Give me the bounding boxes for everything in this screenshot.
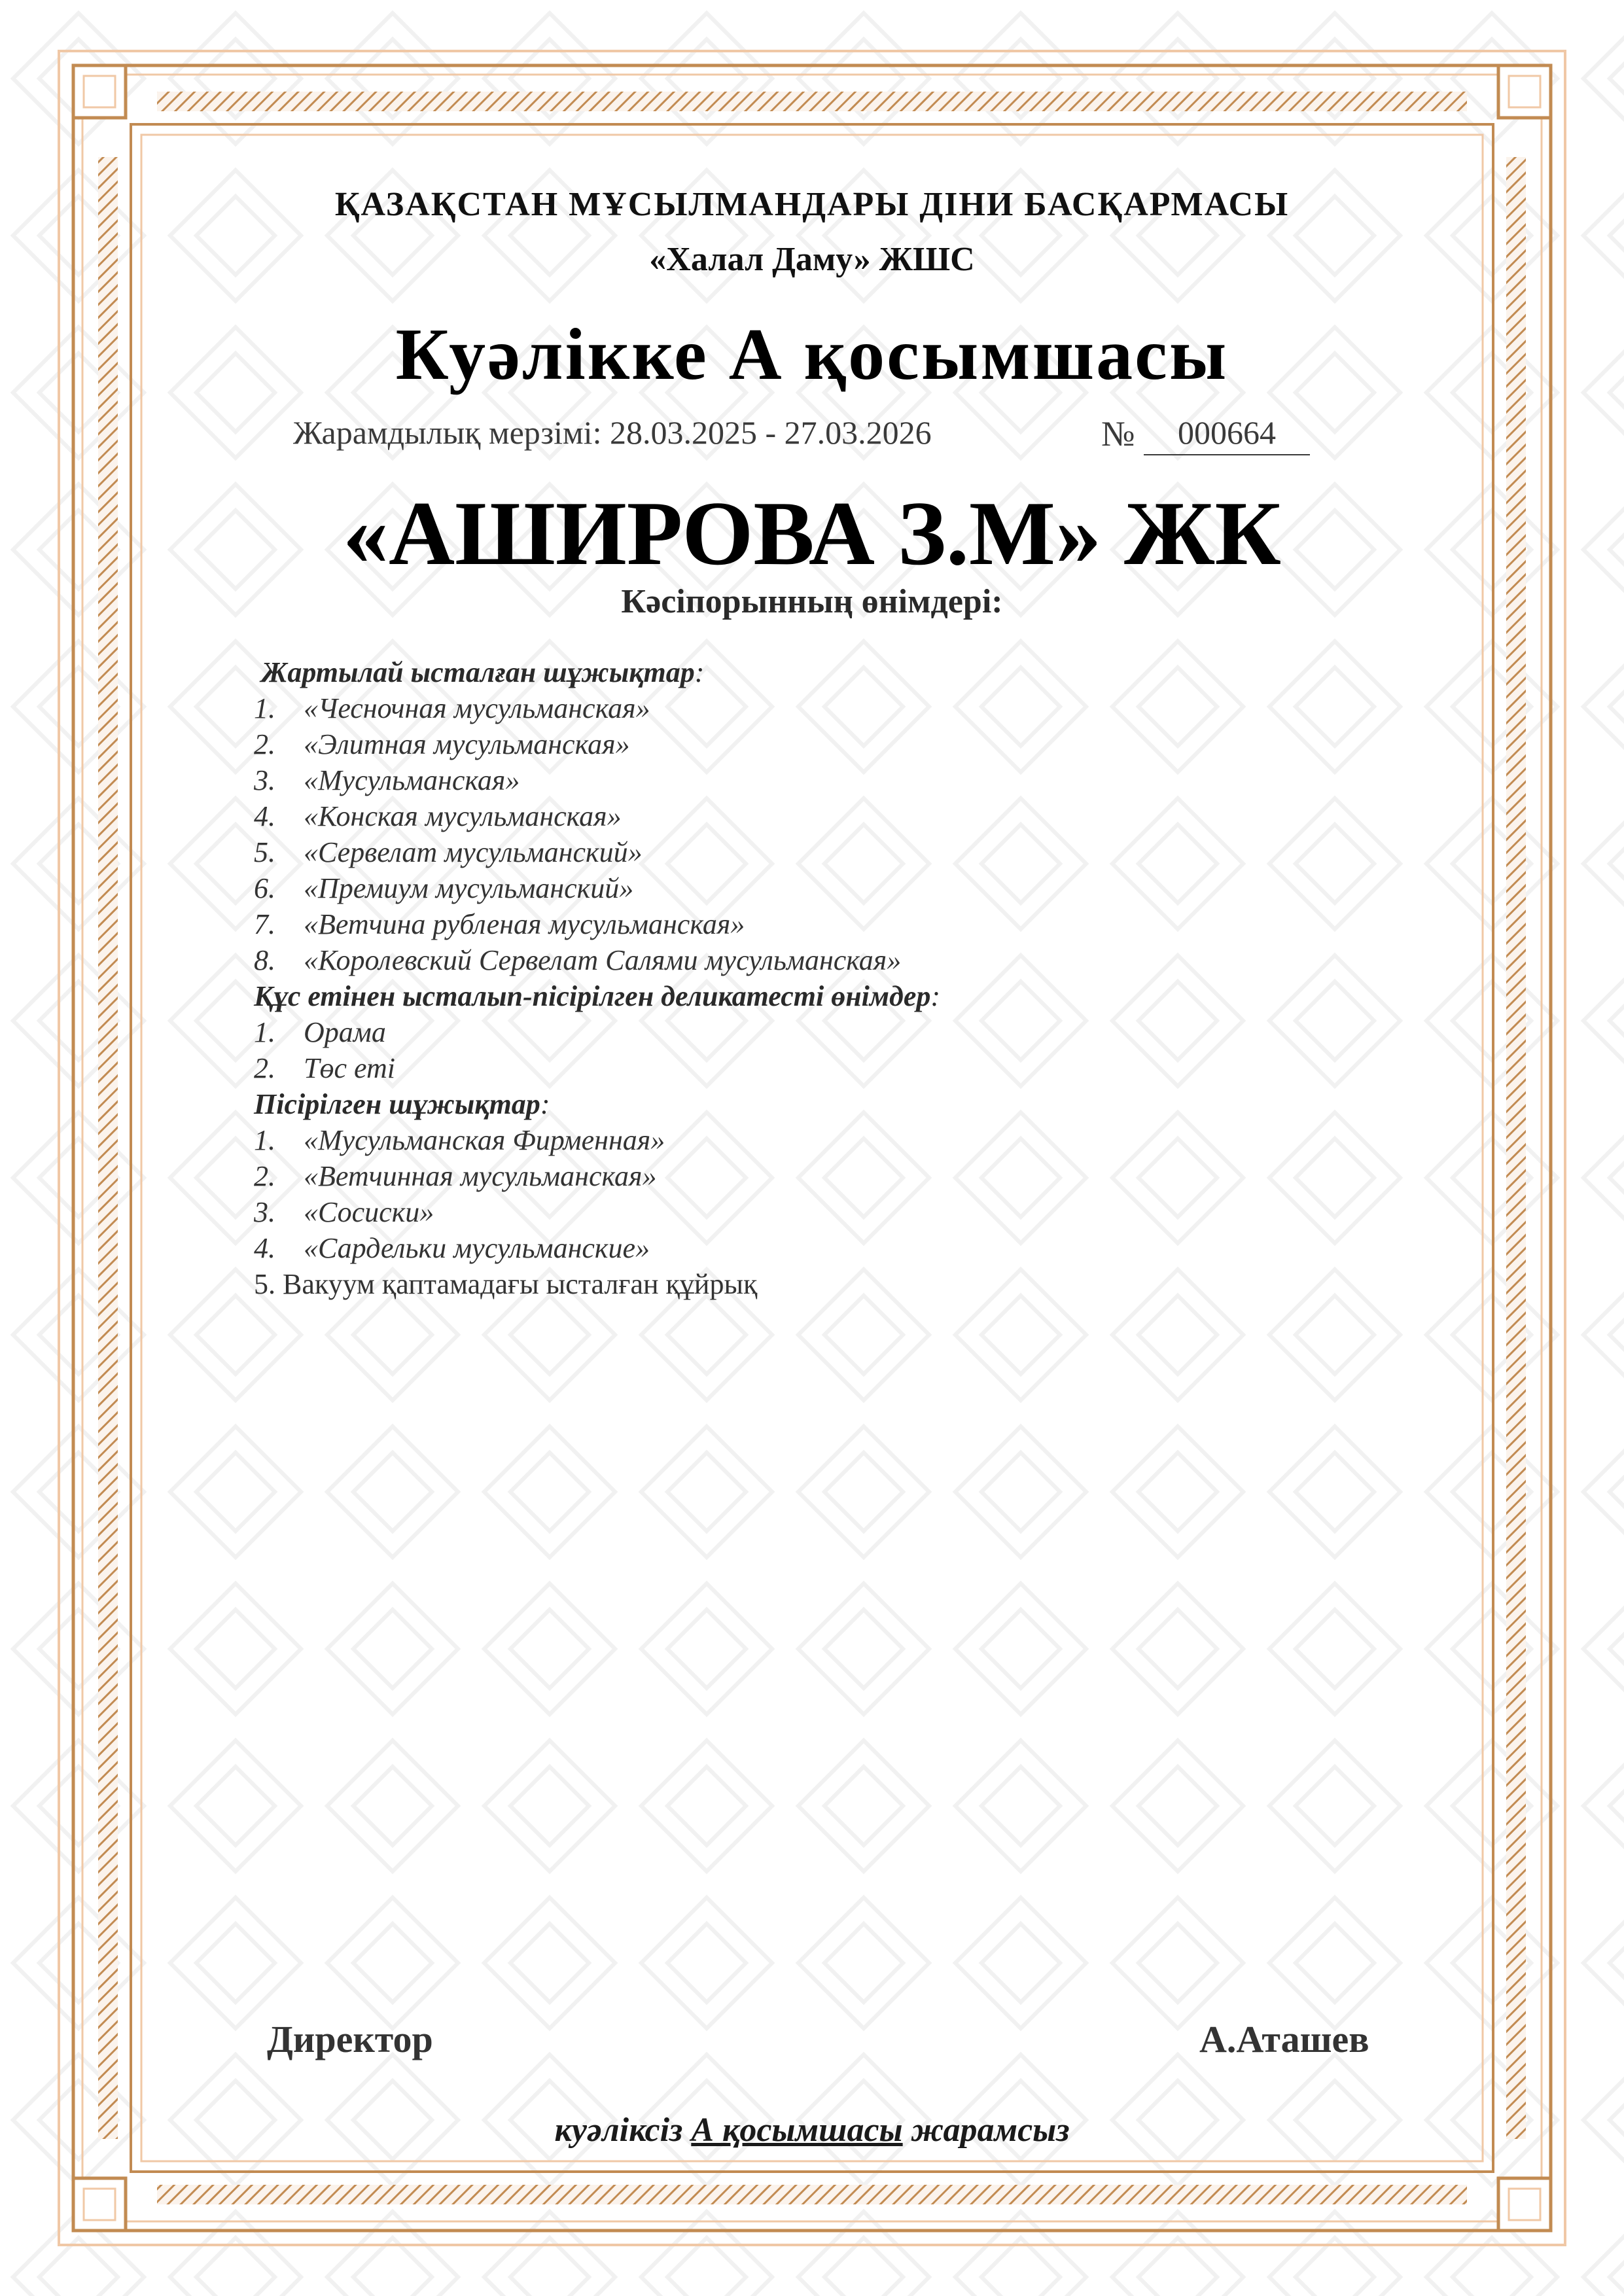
- category-heading: Пісірілген шұжықтар:: [254, 1088, 550, 1120]
- organization-name: ҚАЗАҚСТАН МҰСЫЛМАНДАРЫ ДІНИ БАСҚАРМАСЫ: [334, 186, 1290, 223]
- list-item: 6. «Премиум мусульманский»: [254, 872, 634, 904]
- footer-note: куәліксіз А қосымшасы жарамсыз: [554, 2111, 1070, 2149]
- document-title: Куәлікке А қосымшасы: [395, 314, 1229, 395]
- list-item: 5. «Сервелат мусульманский»: [254, 836, 643, 868]
- list-item: 8. «Королевский Сервелат Салями мусульманская»: [254, 944, 902, 976]
- certificate-number: 000664: [1144, 414, 1310, 455]
- list-item-extra: 5. Вакуум қаптамадағы ысталған құйрық: [254, 1268, 758, 1300]
- company-name: «Халал Даму» ЖШС: [649, 241, 975, 278]
- category-heading: Құс етінен ысталып-пісірілген деликатесті өнімдер:: [254, 980, 941, 1012]
- validity-period: Жарамдылық мерзімі: 28.03.2025 - 27.03.2026: [293, 414, 932, 451]
- category-name: Пісірілген шұжықтар: [254, 1088, 540, 1120]
- list-item: 3. «Мусульманская»: [254, 764, 520, 796]
- number-label: №: [1101, 414, 1135, 453]
- category-heading: Жартылай ысталған шұжықтар:: [261, 656, 705, 688]
- signature-name: А.Аташев: [1199, 2018, 1369, 2060]
- list-item: 7. «Ветчина рубленая мусульманская»: [254, 908, 745, 940]
- list-item: 4. «Сардельки мусульманские»: [254, 1232, 650, 1264]
- list-item: 2. «Ветчинная мусульманская»: [254, 1160, 657, 1192]
- list-item: 4. «Конская мусульманская»: [254, 800, 622, 832]
- list-item: 2. Төс еті: [254, 1052, 395, 1084]
- product-list: [254, 654, 1497, 1302]
- list-item: 2. «Элитная мусульманская»: [254, 728, 630, 760]
- products-heading: Кәсіпорынның өнімдері:: [621, 583, 1003, 620]
- category-name: Құс етінен ысталып-пісірілген деликатесті өнімдер: [254, 980, 931, 1012]
- signature-position: Директор: [267, 2018, 433, 2060]
- entity-name: «АШИРОВА З.М» ЖК: [343, 483, 1281, 584]
- list-item: 1. «Мусульманская Фирменная»: [254, 1124, 665, 1156]
- category-name: Жартылай ысталған шұжықтар: [261, 656, 695, 688]
- footer-underlined: А қосымшасы: [691, 2111, 903, 2149]
- list-item: 1. «Чесночная мусульманская»: [254, 692, 650, 724]
- list-item: 3. «Сосиски»: [254, 1196, 434, 1228]
- list-item: 1. Орама: [254, 1016, 386, 1048]
